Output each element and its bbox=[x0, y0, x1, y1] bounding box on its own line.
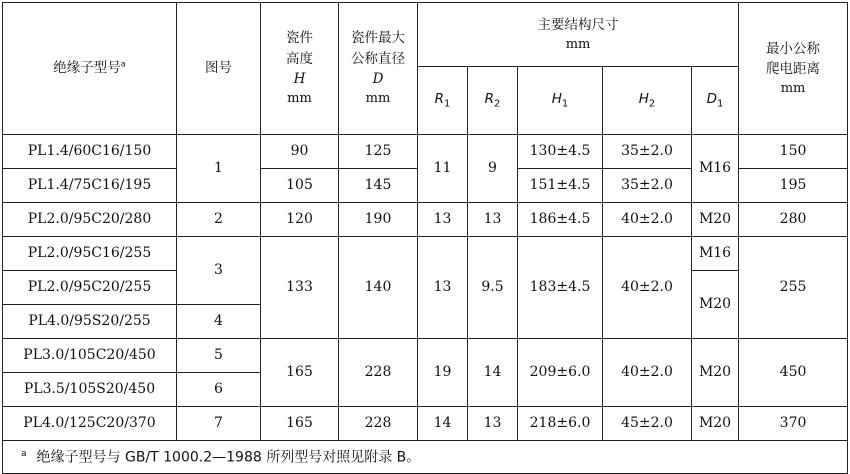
cell-H1: 183±4.5 bbox=[518, 237, 603, 339]
cell-H2: 35±2.0 bbox=[603, 169, 692, 203]
header-height-symbol: H bbox=[293, 70, 306, 87]
cell-R2: 9 bbox=[468, 135, 518, 203]
cell-R1: 14 bbox=[418, 407, 468, 441]
header-H2: $H_2$ bbox=[603, 67, 692, 135]
cell-R1: 13 bbox=[418, 203, 468, 237]
cell-model: PL2.0/95C20/280 bbox=[3, 203, 177, 237]
cell-creepage: 450 bbox=[739, 339, 848, 407]
header-height bbox=[261, 3, 339, 135]
header-creepage-unit: mm bbox=[780, 81, 806, 96]
cell-H2: 40±2.0 bbox=[603, 203, 692, 237]
cell-creepage: 195 bbox=[739, 169, 848, 203]
cell-height: 90 bbox=[261, 135, 339, 169]
cell-figure: 2 bbox=[177, 203, 261, 237]
cell-height: 133 bbox=[261, 237, 339, 339]
cell-H1: 151±4.5 bbox=[518, 169, 603, 203]
cell-D1: M16 bbox=[692, 135, 739, 203]
cell-diameter: 228 bbox=[339, 407, 418, 441]
header-figure: 图号 bbox=[177, 3, 261, 135]
footnote-text: 绝缘子型号与 GB/T 1000.2—1988 所列型号对照见附录 B。 bbox=[36, 449, 421, 466]
cell-figure: 5 bbox=[177, 339, 261, 373]
cell-height: 165 bbox=[261, 407, 339, 441]
cell-H2: 40±2.0 bbox=[603, 339, 692, 407]
cell-D1: M20 bbox=[692, 407, 739, 441]
header-diameter-unit: mm bbox=[365, 91, 391, 107]
cell-R1: 19 bbox=[418, 339, 468, 407]
header-diameter-symbol: D bbox=[372, 70, 384, 87]
header-height-label: 瓷件高度 bbox=[286, 30, 313, 67]
header-creepage-label: 最小公称爬电距离 bbox=[766, 40, 821, 77]
header-R2: $R_2$ bbox=[468, 67, 518, 135]
cell-R2: 9.5 bbox=[468, 237, 518, 339]
cell-figure: 4 bbox=[177, 305, 261, 339]
cell-R1: 13 bbox=[418, 237, 468, 339]
cell-D1: M16 bbox=[692, 237, 739, 271]
cell-R2: 13 bbox=[468, 203, 518, 237]
cell-diameter: 228 bbox=[339, 339, 418, 407]
cell-H1: 209±6.0 bbox=[518, 339, 603, 407]
table-footnote bbox=[3, 441, 848, 474]
table-row bbox=[3, 407, 848, 441]
cell-creepage: 370 bbox=[739, 407, 848, 441]
header-H1: $H_1$ bbox=[518, 67, 603, 135]
footnote-mark: a bbox=[21, 448, 27, 459]
cell-H1: 130±4.5 bbox=[518, 135, 603, 169]
table-row bbox=[3, 339, 848, 373]
header-creepage bbox=[739, 3, 848, 135]
cell-diameter: 125 bbox=[339, 135, 418, 169]
header-main-dims-unit: mm bbox=[565, 36, 591, 52]
cell-H2: 35±2.0 bbox=[603, 135, 692, 169]
cell-H1: 218±6.0 bbox=[518, 407, 603, 441]
header-main-dims-label: 主要结构尺寸 bbox=[537, 16, 619, 33]
cell-diameter: 190 bbox=[339, 203, 418, 237]
cell-figure: 7 bbox=[177, 407, 261, 441]
cell-diameter: 145 bbox=[339, 169, 418, 203]
cell-D1: M20 bbox=[692, 339, 739, 407]
cell-model: PL3.5/105S20/450 bbox=[3, 373, 177, 407]
cell-creepage: 150 bbox=[739, 135, 848, 169]
cell-creepage: 255 bbox=[739, 237, 848, 339]
cell-height: 165 bbox=[261, 339, 339, 407]
cell-D1: M20 bbox=[692, 203, 739, 237]
cell-model: PL2.0/95C20/255 bbox=[3, 271, 177, 305]
cell-model: PL4.0/95S20/255 bbox=[3, 305, 177, 339]
header-main-dims bbox=[418, 3, 739, 67]
header-model-label: 绝缘子型号 bbox=[53, 60, 121, 77]
cell-D1: M20 bbox=[692, 271, 739, 339]
cell-figure: 1 bbox=[177, 135, 261, 203]
table-row bbox=[3, 237, 848, 271]
cell-H1: 186±4.5 bbox=[518, 203, 603, 237]
cell-R2: 13 bbox=[468, 407, 518, 441]
insulator-spec-table bbox=[2, 2, 848, 474]
cell-model: PL4.0/125C20/370 bbox=[3, 407, 177, 441]
header-R1: $R_1$ bbox=[418, 67, 468, 135]
cell-model: PL2.0/95C16/255 bbox=[3, 237, 177, 271]
cell-H2: 40±2.0 bbox=[603, 237, 692, 339]
footnote-mark-ref: a bbox=[120, 59, 126, 69]
cell-R1: 11 bbox=[418, 135, 468, 203]
cell-model: PL1.4/60C16/150 bbox=[3, 135, 177, 169]
cell-figure: 3 bbox=[177, 237, 261, 305]
header-D1: $D_1$ bbox=[692, 67, 739, 135]
cell-diameter: 140 bbox=[339, 237, 418, 339]
cell-H2: 45±2.0 bbox=[603, 407, 692, 441]
header-model bbox=[3, 3, 177, 135]
cell-model: PL3.0/105C20/450 bbox=[3, 339, 177, 373]
header-diameter bbox=[339, 3, 418, 135]
header-height-unit: mm bbox=[287, 91, 312, 107]
cell-figure: 6 bbox=[177, 373, 261, 407]
table-row bbox=[3, 135, 848, 169]
cell-height: 105 bbox=[261, 169, 339, 203]
table-row bbox=[3, 203, 848, 237]
cell-model: PL1.4/75C16/195 bbox=[3, 169, 177, 203]
header-diameter-label: 瓷件最大公称直径 bbox=[351, 30, 405, 67]
cell-creepage: 280 bbox=[739, 203, 848, 237]
cell-height: 120 bbox=[261, 203, 339, 237]
cell-R2: 14 bbox=[468, 339, 518, 407]
